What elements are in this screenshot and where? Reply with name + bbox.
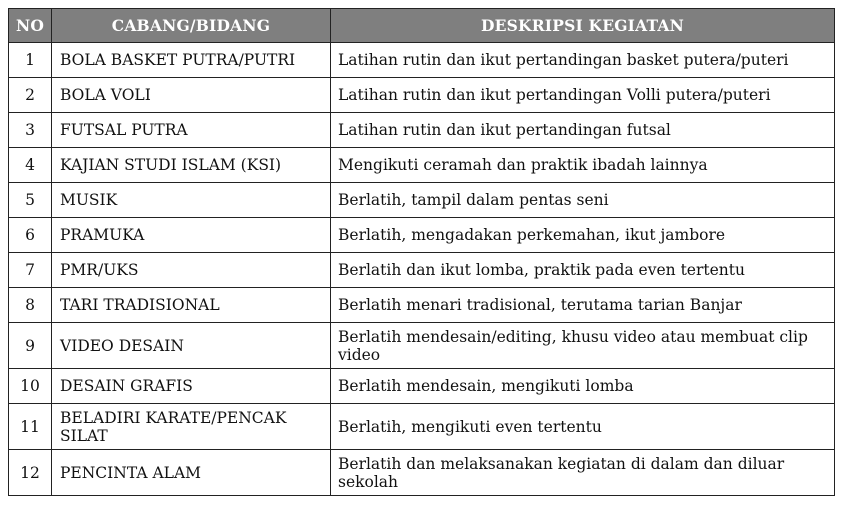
table-row <box>9 288 835 323</box>
row-cabang: BELADIRI KARATE/PENCAK SILAT <box>52 404 331 450</box>
row-deskripsi: Latihan rutin dan ikut pertandingan Volli putera/puteri <box>331 78 835 113</box>
table-row <box>9 183 835 218</box>
table-row <box>9 369 835 404</box>
table-row <box>9 78 835 113</box>
row-number: 3 <box>9 113 52 148</box>
row-deskripsi: Berlatih, tampil dalam pentas seni <box>331 183 835 218</box>
row-cabang: PRAMUKA <box>52 218 331 253</box>
table-row <box>9 450 835 496</box>
table-row <box>9 113 835 148</box>
header-no: NO <box>9 9 52 43</box>
row-deskripsi: Berlatih, mengikuti even tertentu <box>331 404 835 450</box>
table-row <box>9 218 835 253</box>
row-deskripsi: Berlatih dan ikut lomba, praktik pada even tertentu <box>331 253 835 288</box>
row-number: 5 <box>9 183 52 218</box>
table-row <box>9 148 835 183</box>
table-row <box>9 404 835 450</box>
table-header-row <box>9 9 835 43</box>
table-row <box>9 253 835 288</box>
row-cabang: PENCINTA ALAM <box>52 450 331 496</box>
row-deskripsi: Berlatih menari tradisional, terutama tarian Banjar <box>331 288 835 323</box>
row-number: 7 <box>9 253 52 288</box>
row-number: 9 <box>9 323 52 369</box>
row-cabang: TARI TRADISIONAL <box>52 288 331 323</box>
activities-table <box>8 8 835 496</box>
row-number: 2 <box>9 78 52 113</box>
row-deskripsi: Latihan rutin dan ikut pertandingan basket putera/puteri <box>331 43 835 78</box>
row-deskripsi: Berlatih dan melaksanakan kegiatan di dalam dan diluar sekolah <box>331 450 835 496</box>
header-deskripsi: DESKRIPSI KEGIATAN <box>331 9 835 43</box>
row-cabang: FUTSAL PUTRA <box>52 113 331 148</box>
row-cabang: BOLA VOLI <box>52 78 331 113</box>
row-number: 11 <box>9 404 52 450</box>
row-deskripsi: Berlatih, mengadakan perkemahan, ikut jambore <box>331 218 835 253</box>
row-deskripsi: Latihan rutin dan ikut pertandingan futsal <box>331 113 835 148</box>
row-cabang: PMR/UKS <box>52 253 331 288</box>
row-cabang: KAJIAN STUDI ISLAM (KSI) <box>52 148 331 183</box>
row-deskripsi: Mengikuti ceramah dan praktik ibadah lainnya <box>331 148 835 183</box>
row-number: 1 <box>9 43 52 78</box>
row-cabang: BOLA BASKET PUTRA/PUTRI <box>52 43 331 78</box>
row-deskripsi: Berlatih mendesain, mengikuti lomba <box>331 369 835 404</box>
table-row <box>9 323 835 369</box>
row-number: 8 <box>9 288 52 323</box>
row-deskripsi: Berlatih mendesain/editing, khusu video atau membuat clip video <box>331 323 835 369</box>
row-number: 12 <box>9 450 52 496</box>
header-cabang: CABANG/BIDANG <box>52 9 331 43</box>
row-number: 4 <box>9 148 52 183</box>
row-number: 10 <box>9 369 52 404</box>
row-cabang: DESAIN GRAFIS <box>52 369 331 404</box>
row-number: 6 <box>9 218 52 253</box>
row-cabang: MUSIK <box>52 183 331 218</box>
table-row <box>9 43 835 78</box>
row-cabang: VIDEO DESAIN <box>52 323 331 369</box>
